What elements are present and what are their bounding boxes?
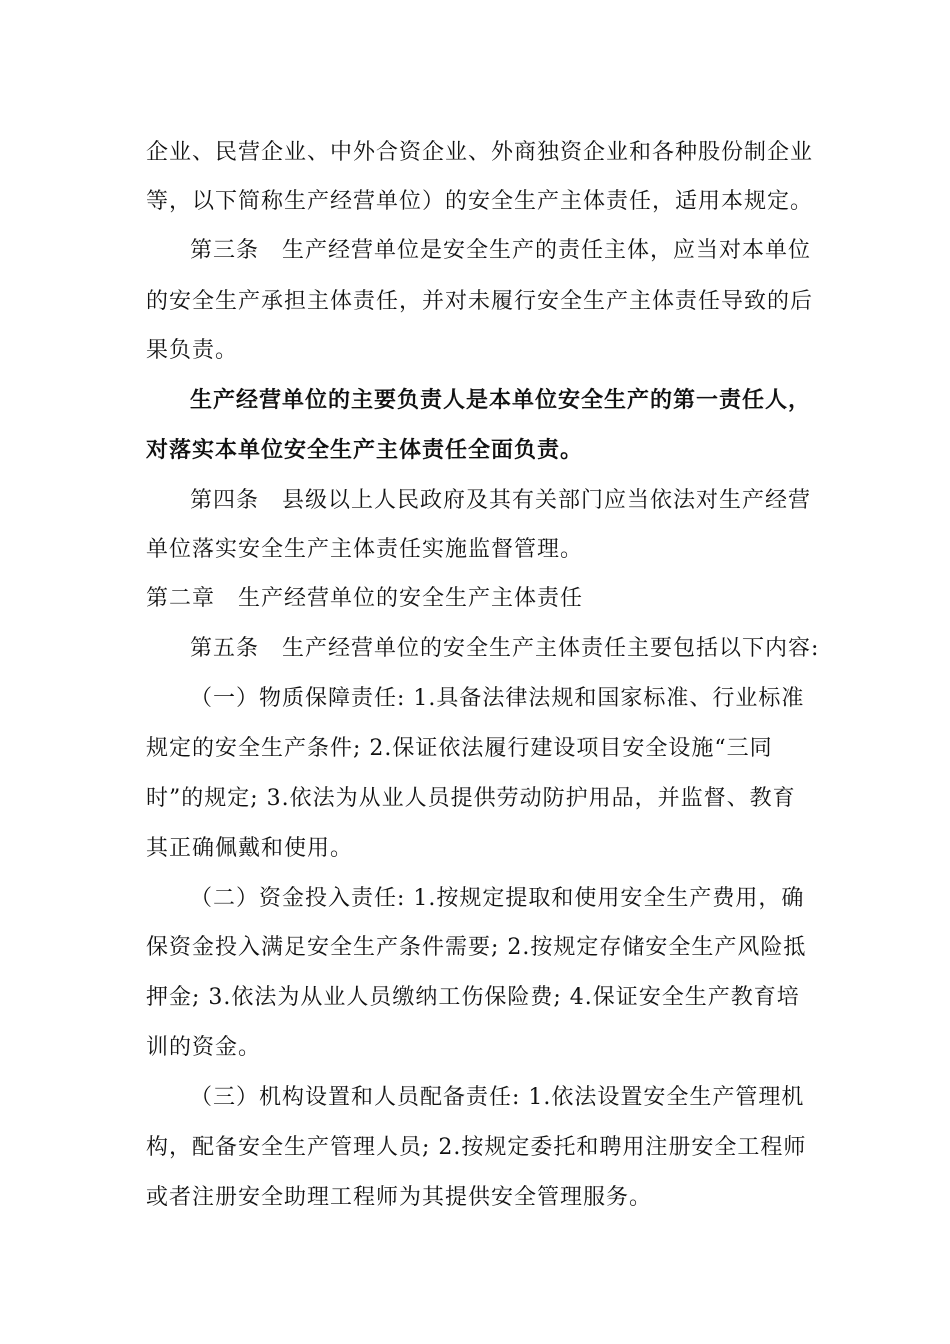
text-line: 保资金投入满足安全生产条件需要; 2.按规定存储安全生产风险抵 [146,935,807,960]
text-line: 企业、民营企业、中外合资企业、外商独资企业和各种股份制企业 [146,140,814,165]
bold-emphasis-line: 生产经营单位的主要负责人是本单位安全生产的第一责任人， [190,388,812,413]
text-line: 构，配备安全生产管理人员; 2.按规定委托和聘用注册安全工程师 [146,1135,807,1160]
article-4-line: 第四条 县级以上人民政府及其有关部门应当依法对生产经营 [190,488,812,513]
text-line: 规定的安全生产条件; 2.保证依法履行建设项目安全设施“三同 [146,736,773,761]
text-line: 的安全生产承担主体责任，并对未履行安全生产主体责任导致的后 [146,289,814,314]
text-line: 等，以下简称生产经营单位）的安全生产主体责任，适用本规定。 [146,189,814,214]
item-3-line: （三）机构设置和人员配备责任: 1.依法设置安全生产管理机 [190,1085,805,1110]
text-line: 时”的规定; 3.依法为从业人员提供劳动防护用品，并监督、教育 [146,786,796,811]
item-2-line: （二）资金投入责任: 1.按规定提取和使用安全生产费用，确 [190,886,805,911]
bold-emphasis-line: 对落实本单位安全生产主体责任全面负责。 [146,438,584,463]
article-5-line: 第五条 生产经营单位的安全生产主体责任主要包括以下内容: [190,636,820,661]
text-line: 其正确佩戴和使用。 [146,836,354,861]
text-line: 或者注册安全助理工程师为其提供安全管理服务。 [146,1185,653,1210]
chapter-heading: 第二章 生产经营单位的安全生产主体责任 [146,586,584,611]
article-3-line: 第三条 生产经营单位是安全生产的责任主体，应当对本单位 [190,238,812,263]
item-1-line: （一）物质保障责任: 1.具备法律法规和国家标准、行业标准 [190,686,805,711]
text-line: 果负责。 [146,338,239,363]
text-line: 押金; 3.依法为从业人员缴纳工伤保险费; 4.保证安全生产教育培 [146,985,800,1010]
text-line: 单位落实安全生产主体责任实施监督管理。 [146,537,584,562]
text-line: 训的资金。 [146,1035,262,1060]
